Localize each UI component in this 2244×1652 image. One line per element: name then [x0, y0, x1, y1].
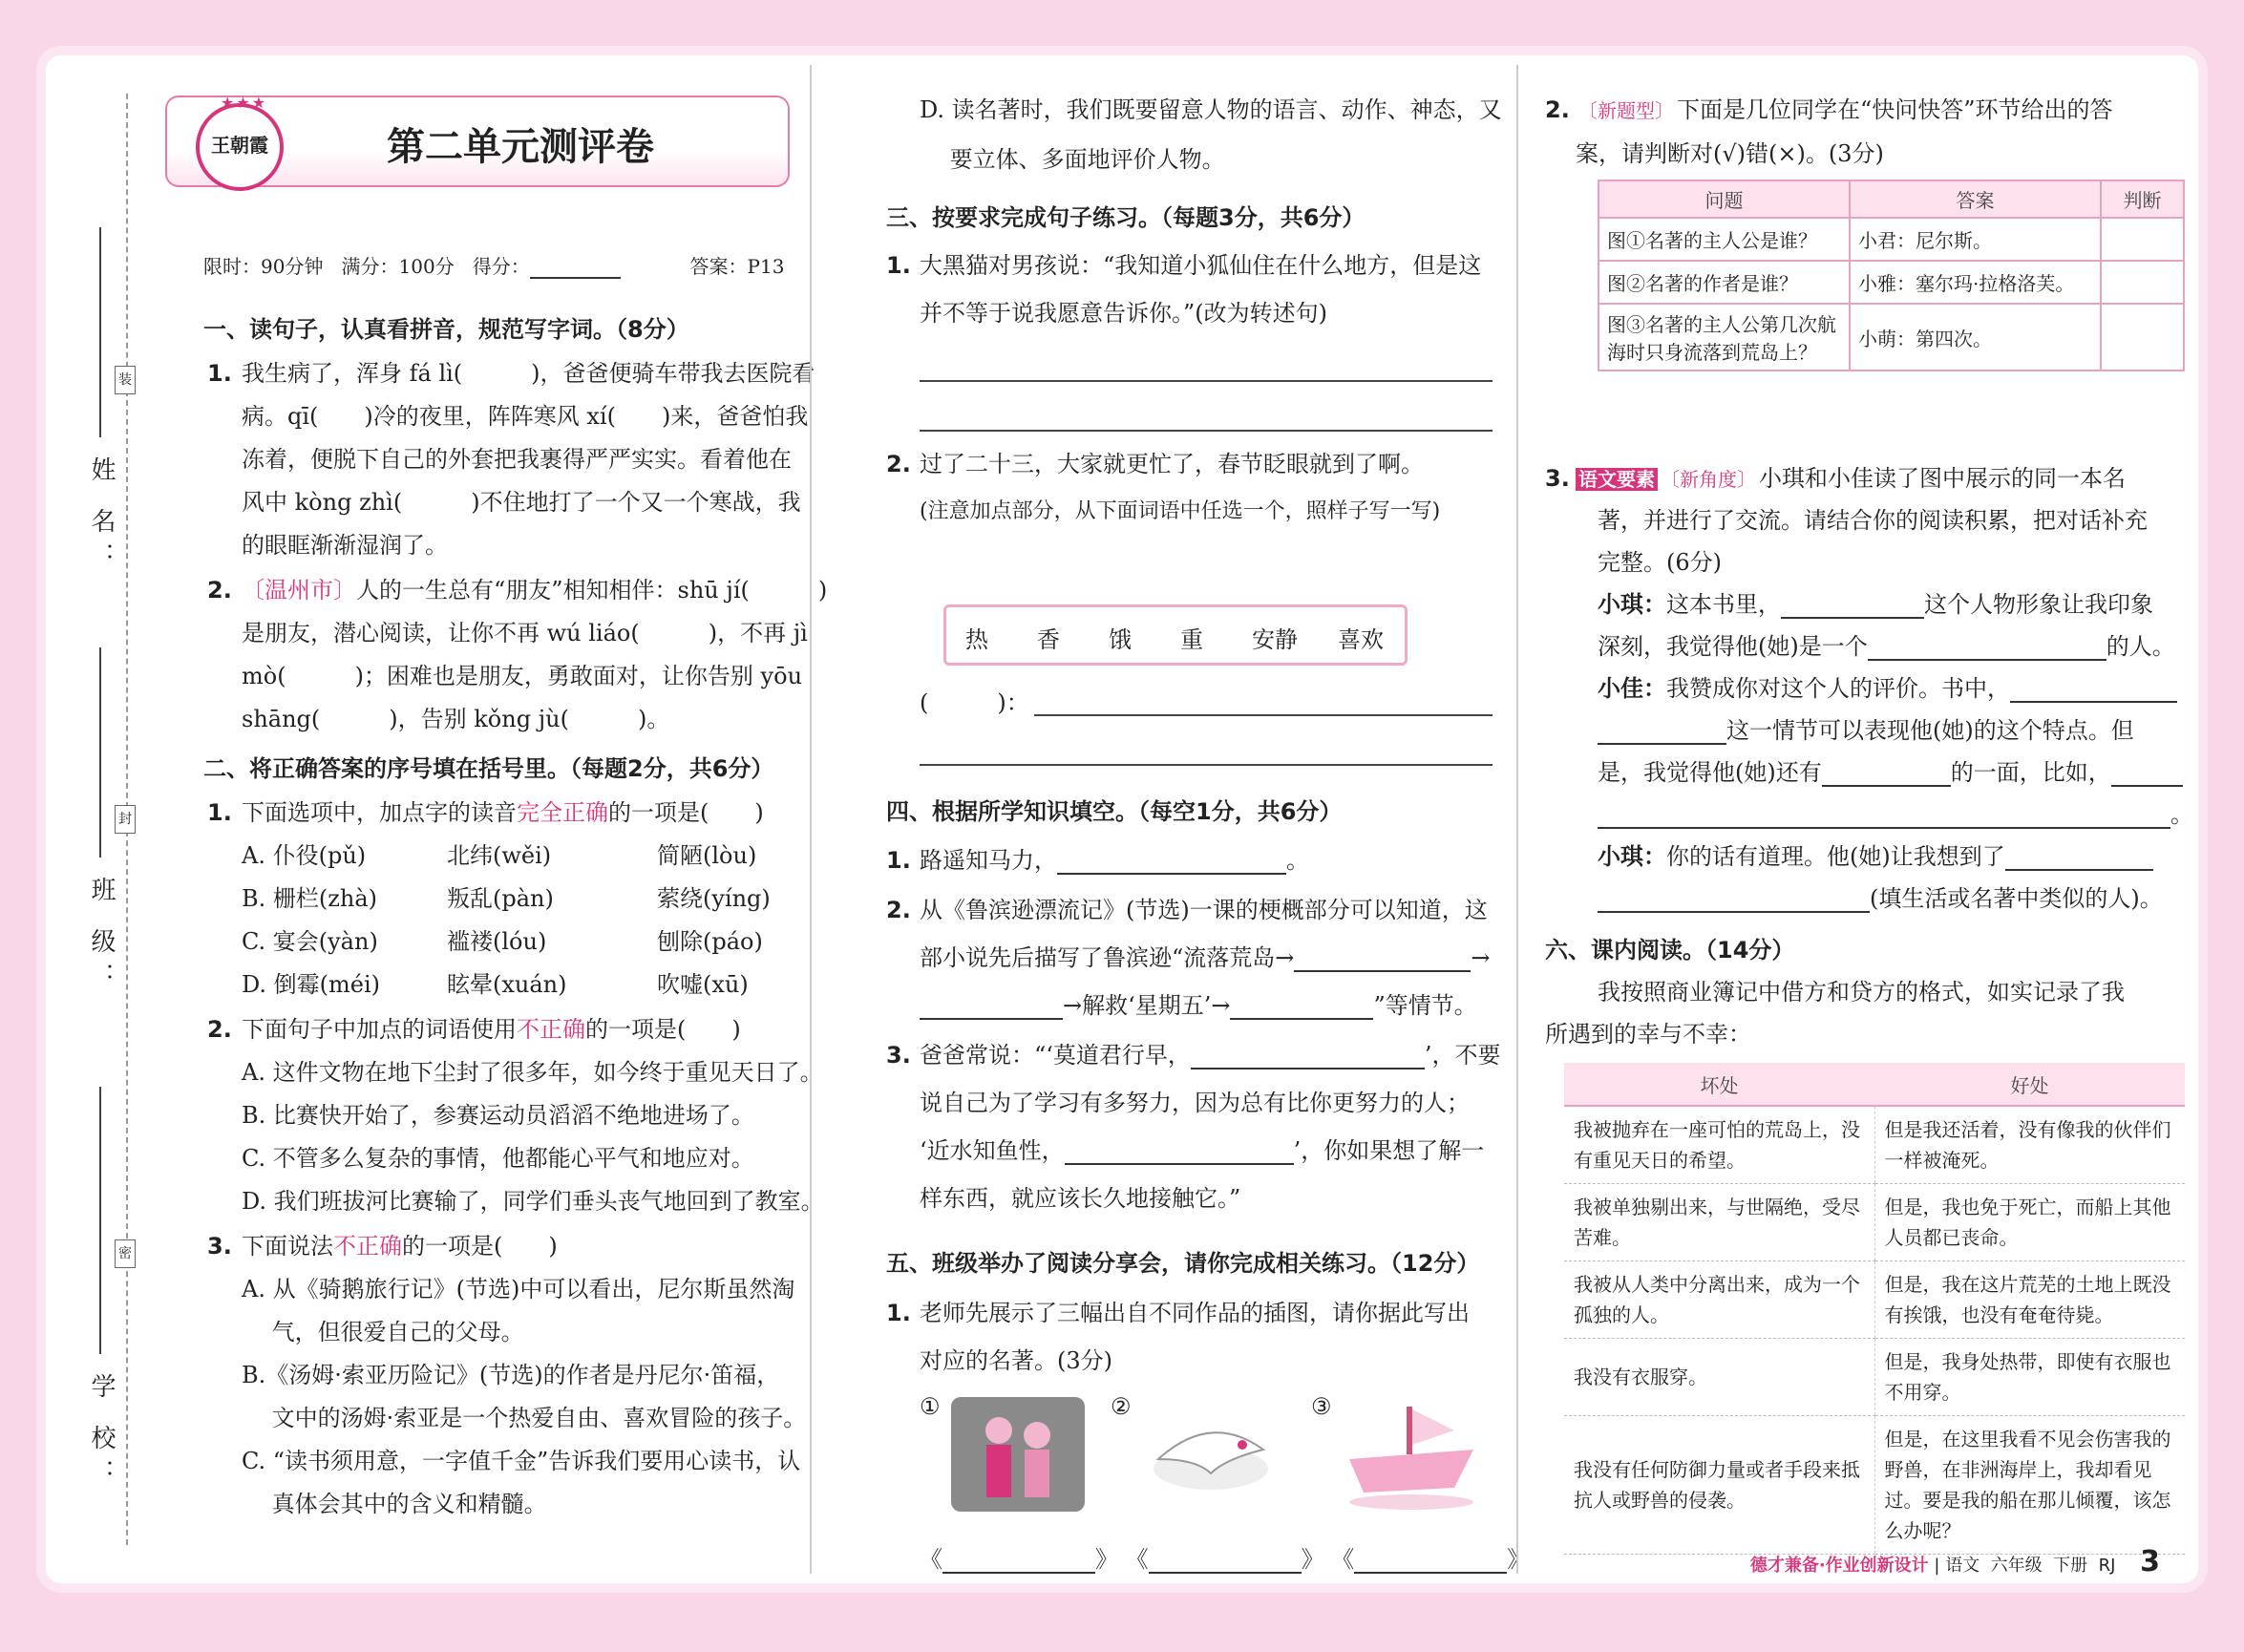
word-option: 安静: [1252, 626, 1298, 653]
fill-blank[interactable]: [1822, 764, 1951, 787]
name-line: [99, 227, 101, 437]
illustrations: ① ② ③: [920, 1392, 1492, 1536]
word-option: 饿: [1109, 626, 1132, 653]
word-option: 重: [1180, 626, 1203, 653]
page-footer: 德才兼备·作业创新设计 | 语文 六年级 下册 RJ 3: [1749, 1545, 2160, 1578]
sec3-heading: 三、按要求完成句子练习。（每题3分，共6分）: [886, 204, 1365, 231]
word-options-box: [943, 604, 1408, 666]
sec2-q3-optD[interactable]: D. 读名著时，我们既要留意人物的语言、动作、神态，又: [920, 96, 1502, 123]
seal-tag-1: 装: [115, 366, 136, 394]
sec1-q2-line3[interactable]: mò( )；困难也是朋友，勇敢面对，让你告别 yōu: [242, 663, 803, 689]
sec4-heading: 四、根据所学知识填空。（每空1分，共6分）: [886, 798, 1343, 825]
seal-tag-2: 封: [115, 805, 136, 834]
fill-blank[interactable]: [1598, 806, 2170, 829]
fill-blank[interactable]: [1065, 1142, 1294, 1165]
sec2-q2[interactable]: 下面句子中加点的词语使用不正确的一项是( ): [242, 1016, 741, 1043]
sec2-q2-optA[interactable]: A. 这件文物在地下尘封了很多年，如今终于重见天日了。: [242, 1059, 823, 1086]
logo-icon: ★★★ 王朝霞: [196, 103, 284, 191]
sec2-q3-optC[interactable]: C. “读书须用意，一字值千金”告诉我们要用心读书，认: [242, 1448, 801, 1474]
book-blank-3[interactable]: [1354, 1551, 1507, 1574]
class-line: [99, 647, 101, 858]
sec1-q1-line1[interactable]: 我生病了，浑身 fá lì( )，爸爸便骑车带我去医院看: [242, 360, 815, 387]
sec6-heading: 六、课内阅读。（14分）: [1545, 937, 1795, 964]
fill-blank[interactable]: [2111, 764, 2183, 787]
fill-blank[interactable]: [1598, 722, 1726, 745]
answer-line[interactable]: [1034, 714, 1492, 716]
answer-line[interactable]: [920, 380, 1492, 382]
book-blank-2[interactable]: [1149, 1551, 1302, 1574]
fill-blank[interactable]: [920, 997, 1063, 1020]
sec1-q1-line4[interactable]: 风中 kòng zhì( )不住地打了一个又一个寒战，我: [242, 489, 801, 516]
school-label: 学 校：: [87, 1373, 116, 1494]
sec2-q2-optB[interactable]: B. 比赛快开始了，参赛运动员滔滔不绝地进场了。: [242, 1102, 754, 1129]
sec1-heading: 一、读句子，认真看拼音，规范写字词。（8分）: [203, 316, 689, 343]
sec2-q1[interactable]: 下面选项中，加点字的读音完全正确的一项是( ): [242, 799, 764, 826]
sec2-q1-optA[interactable]: A. 仆役(pǔ) 北纬(wěi) 简陋(lòu): [242, 842, 757, 869]
sec2-q3[interactable]: 下面说法不正确的一项是( ): [242, 1233, 558, 1260]
sec2-q2-optD[interactable]: D. 我们班拔河比赛输了，同学们垂头丧气地回到了教室。: [242, 1188, 824, 1215]
name-label: 姓 名：: [87, 456, 116, 578]
fill-blank[interactable]: [1868, 638, 2106, 661]
sec2-q3-optB[interactable]: B.《汤姆·索亚历险记》(节选)的作者是丹尼尔·笛福，: [242, 1362, 780, 1388]
new-type-tag: 〔新题型〕: [1578, 99, 1674, 122]
sec2-heading: 二、将正确答案的序号填在括号里。（每题2分，共6分）: [203, 755, 774, 782]
sec2-q1-optB[interactable]: B. 栅栏(zhà) 叛乱(pàn) 萦绕(yíng): [242, 885, 771, 912]
sec2-q1-optD[interactable]: D. 倒霉(méi) 眩晕(xuán) 吹嘘(xū): [242, 971, 749, 998]
page-number: 3: [2140, 1545, 2160, 1578]
sec2-q3-optA[interactable]: A. 从《骑鹅旅行记》(节选)中可以看出，尼尔斯虽然淘: [242, 1276, 795, 1303]
sec1-q1-line5: 的眼眶渐渐湿润了。: [242, 532, 448, 559]
element-tag: 语文要素: [1576, 468, 1658, 491]
picture-2-icon: [1139, 1392, 1282, 1516]
fill-blank[interactable]: [1230, 997, 1373, 1020]
fill-blank[interactable]: [2010, 680, 2177, 703]
judge-cell[interactable]: [2101, 218, 2184, 261]
sec2-q1-optC[interactable]: C. 宴会(yàn) 褴褛(lóu) 刨除(páo): [242, 928, 763, 955]
fill-blank[interactable]: [1057, 852, 1286, 875]
region-tag: 〔温州市〕: [242, 577, 356, 604]
book-blank-1[interactable]: [942, 1551, 1095, 1574]
judge-cell[interactable]: [2101, 261, 2184, 304]
divider-2: [1516, 65, 1518, 1574]
school-line: [99, 1087, 101, 1354]
word-option: 喜欢: [1338, 626, 1384, 653]
binding-strip: [46, 55, 160, 1583]
fill-blank[interactable]: [2005, 848, 2153, 871]
answer-line[interactable]: [920, 764, 1492, 766]
fill-blank[interactable]: [1598, 890, 1870, 913]
seal-tag-3: 密: [115, 1239, 136, 1268]
sec1-q2-line2[interactable]: 是朋友，潜心阅读，让你不再 wú liáo( )，不再 jì: [242, 620, 808, 646]
picture-1-icon: [946, 1392, 1090, 1516]
divider-1: [810, 65, 812, 1574]
title-box: [165, 95, 790, 187]
sec1-q1-line2[interactable]: 病。qī( )冷的夜里，阵阵寒风 xí( )来，爸爸怕我: [242, 403, 809, 430]
score-field[interactable]: [530, 256, 621, 279]
fill-blank[interactable]: [1781, 596, 1924, 619]
page-title: 第二单元测评卷: [387, 125, 654, 169]
fill-blank[interactable]: [1191, 1047, 1425, 1070]
class-label: 班 级：: [87, 877, 116, 998]
sec1-q2-line4[interactable]: shāng( )，告别 kǒng jù( )。: [242, 706, 670, 732]
quiz-table: 问题 答案 判断 图①名著的主人公是谁？ 小君：尼尔斯。 图②名著的作者是谁？ 小雅：塞尔玛·拉格洛芙。 图③名著的主人公第几次航海时只身流落到荒岛上？ 小萌：第四次。: [1598, 180, 2185, 371]
sec1-q1-line3: 冻着，便脱下自己的外套把我裹得严严实实。看着他在: [242, 446, 792, 473]
word-option: 热: [965, 626, 988, 653]
answer-line[interactable]: [920, 430, 1492, 432]
word-option: 香: [1037, 626, 1060, 653]
exam-sheet: 姓 名： 班 级： 学 校： 装 封 密 ★★★ 王朝霞 第二单元测评卷 限时：90分钟 满分：100分 得分： 答案：P13 一、读句子，认真看拼音，规范写字词。（8分） 1. 我生病了，浑身 fá lì( )，爸爸便骑车带我去医院看 病。qī( )冷的夜里，阵阵寒风 xí( )来，爸爸怕我 冻着，便脱下自己的外套把我裹得严严实实。看着他在 风中 kòng zhì( )不住地打了一个又一个寒战，我 的眼眶渐渐湿润了。 2. 〔温州市〕人的一生总有“朋友”相知相伴：shū jí( ) 是朋友，潜心阅读，让你不再 wú liáo( )，不再 jì mò( )；困难也是朋友，勇敢面对，让你告别 yōu shāng( )，告别 kǒng jù( )。 二、将正确答案的序号填在括号里。（每题2分，共6分） 1. 下面选项中，加点字的读音完全正确的一项是( ) A. 仆役(pǔ) 北纬(wěi) 简陋(lòu) B. 栅栏(zhà) 叛乱(pàn) 萦绕(yíng) C. 宴会(yàn) 褴褛(lóu) 刨除(páo) D. 倒霉(méi) 眩晕(xuán) 吹嘘(xū) 2. 下面句子中加点的词语使用不正确的一项是( ) A. 这件文物在地下尘封了很多年，如今终于重见天日了。 B. 比赛快开始了，参赛运动员滔滔不绝地进场了。 C. 不管多么复杂的事情，他都能心平气和地应对。 D. 我们班拔河比赛输了，同学们垂头丧气地回到了教室。 3. 下面说法不正确的一项是( ) A. 从《骑鹅旅行记》(节选)中可以看出，尼尔斯虽然淘 气，但很爱自己的父母。 B.《汤姆·索亚历险记》(节选)的作者是丹尼尔·笛福， 文中的汤姆·索亚是一个热爱自由、喜欢冒险的孩子。 C. “读书须用意，一字值千金”告诉我们要用心读书，认 真体会其中的含义和精髓。 D. 读名著时，我们既要留意人物的语言、动作、神态，又 要立体、多面地评价人物。 三、按要求完成句子练习。（每题3分，共6分） 1. 大黑猫对男孩说：“我知道小狐仙住在什么地方，但是这 并不等于说我愿意告诉你。”(改为转述句) 2. 过了二十三，大家就更忙了，春节眨眼就到了啊。 (注意加点部分，从下面词语中任选一个，照样子写一写) 热 香 饿 重 安静 喜欢 ( )： 四、根据所学知识填空。（每空1分，共6分） 1. 路遥知马力， 。 2. 从《鲁滨逊漂流记》(节选)一课的梗概部分可以知道，这 部小说先后描写了鲁滨逊“流落荒岛→ → →解救‘星期五’→ ”等情节。 3. 爸爸常说：“‘莫道君行早， ’，不要 说自己为了学习有多努力，因为总有比你更努力的人； ‘近水知鱼性， ’，你如果想了解一 样东西，就应该长久地接触它。” 五、班级举办了阅读分享会，请你完成相关练习。（12分） 1. 老师先展示了三幅出自不同作品的插图，请你据此写出 对应的名著。(3分) ① ② ③ 《 》 《 》 《 》 2. 〔新题型〕 下面是几位同学在“快问快答”环节给出的答 案，请判断对(√)错(×)。(3分) 问题 答案 判断 图①名著的主人公是谁？ 小君：尼尔斯。 图②名著的作者是谁？ 小雅：塞尔玛·拉格洛芙。 图③名著的主人公第几次航海时只身流落到荒岛上？ 小萌：第四次。 3. 语文要素 〔新角度〕 小琪和小佳读了图中展示的同一本名 著，并进行了交流。请结合你的阅读积累，把对话补充 完整。(6分) 小琪：这本书里， 这个人物形象让我印象 深刻，我觉得他(她)是一个 的人。 小佳：我赞成你对这个人的评价。书中， 这一情节可以表现他(她)的这个特点。但 是，我觉得他(她)还有 的一面，比如， 。 小琪：你的话有道理。他(她)让我想到了 (填生活或名著中类似的人)。 六、课内阅读。（14分） 我按照商业簿记中借方和贷方的格式，如实记录了我 所遇到的幸与不幸： 坏处 好处 我被抛弃在一座可怕的荒岛上，没有重见天日的希望。 但是我还活着，没有像我的伙伴们一样被淹死。 我被单独剔出来，与世隔绝，受尽苦难。 但是，我也免于死亡，而船上其他人员都已丧命。 我被从人类中分离出来，成为一个孤独的人。 但是，我在这片荒芜的土地上既没有挨饿，也没有奄奄待毙。 我没有衣服穿。 但是，我身处热带，即使有衣服也不用穿。 我没有任何防御力量或者手段来抵抗人或野兽的侵袭。 但是，在这里我看不见会伤害我的野兽，在非洲海岸上，我却看见过。要是我的船在那儿倾覆，该怎么办呢？ 德才兼备·作业创新设计 | 语文 六年级 下册 RJ 3: [46, 55, 2198, 1583]
book-blanks: 《 》 《 》 《 》: [920, 1546, 1531, 1573]
new-angle-tag: 〔新角度〕: [1661, 468, 1756, 491]
sec5-heading: 五、班级举办了阅读分享会，请你完成相关练习。（12分）: [886, 1250, 1480, 1277]
exam-meta: 限时：90分钟 满分：100分 得分： 答案：P13: [203, 255, 785, 278]
ledger-table: 坏处 好处 我被抛弃在一座可怕的荒岛上，没有重见天日的希望。 但是我还活着，没有像我的伙伴们一样被淹死。 我被单独剔出来，与世隔绝，受尽苦难。 但是，我也免于死亡，而船上其他人员都已丧命。 我被从人类中分离出来，成为一个孤独的人。 但是，我在这片荒芜的土地上既没有挨饿，也没有奄奄待毙。 我没有衣服穿。 但是，我身处热带，即使有衣服也不用穿。 我没有任何防御力量或者手段来抵抗人或野兽的侵袭。 但是，在这里我看不见会伤害我的野兽，在非洲海岸上，我却看见过。要是我的船在那儿倾覆，该怎么办呢？: [1564, 1063, 2185, 1555]
fill-blank[interactable]: [1294, 949, 1471, 972]
judge-cell[interactable]: [2101, 304, 2184, 371]
picture-3-icon: [1340, 1392, 1483, 1516]
sec2-q2-optC[interactable]: C. 不管多么复杂的事情，他都能心平气和地应对。: [242, 1145, 754, 1172]
